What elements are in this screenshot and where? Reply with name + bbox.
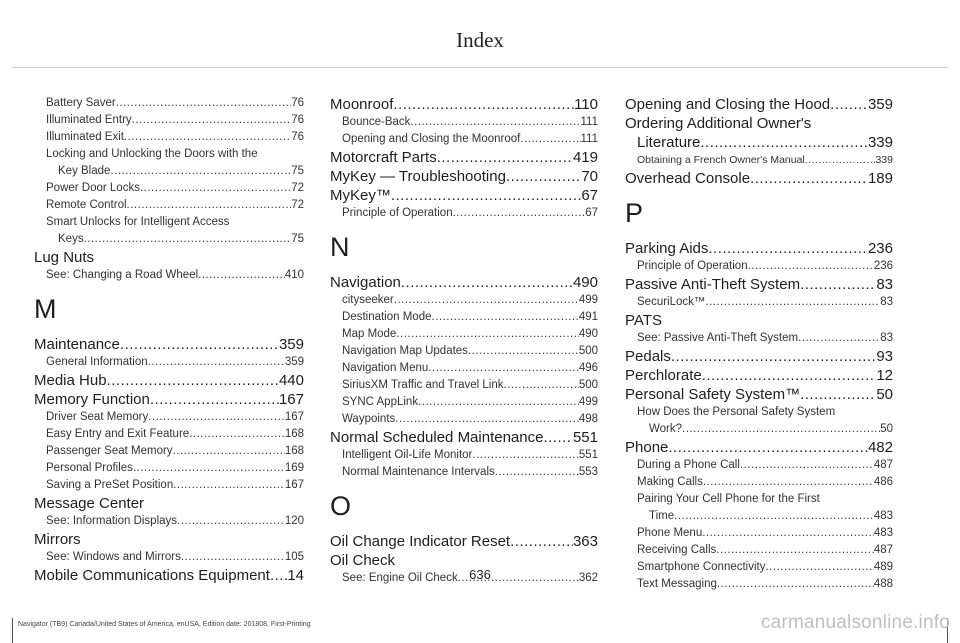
index-subentry[interactable]: See: Changing a Road Wheel ..... 410 [34,267,304,284]
index-heading-mirrors: Mirrors [34,531,81,548]
index-subentry[interactable]: Key Blade ..... 75 [34,163,304,180]
index-subentry[interactable]: Bounce-Back ..... 111 [330,114,598,131]
index-entry-normal-scheduled-maintenance[interactable]: Normal Scheduled Maintenance ..... 551 [330,428,598,447]
index-subentry[interactable]: Battery Saver ..... 76 [34,95,304,112]
index-subentry[interactable]: Driver Seat Memory ..... 167 [34,409,304,426]
index-subentry[interactable]: Illuminated Entry ..... 76 [34,112,304,129]
page-title: Index [456,28,504,52]
index-entry-parking-aids[interactable]: Parking Aids ..... 236 [625,239,893,258]
index-subentry-wrap: How Does the Personal Safety System [637,406,836,418]
index-subentry[interactable]: General Information ..... 359 [34,354,304,371]
index-subentry[interactable]: Easy Entry and Exit Feature ..... 168 [34,426,304,443]
index-entry-personal-safety-system[interactable]: Personal Safety System™ ..... 50 [625,385,893,404]
index-entry-moonroof[interactable]: Moonroof ..... 110 [330,95,598,114]
section-letter-m: M [34,294,57,324]
index-subentry[interactable]: Receiving Calls ..... 487 [625,542,893,559]
index-heading-lug-nuts: Lug Nuts [34,249,95,266]
crop-mark-left [12,618,13,643]
index-subentry[interactable]: Normal Maintenance Intervals ..... 553 [330,464,598,481]
index-subentry[interactable]: Intelligent Oil-Life Monitor ..... 551 [330,447,598,464]
index-subentry[interactable]: Illuminated Exit ..... 76 [34,129,304,146]
index-subentry[interactable]: See: Information Displays ..... 120 [34,513,304,530]
index-entry-motorcraft-parts[interactable]: Motorcraft Parts ..... 419 [330,148,598,167]
page-number: 636 [469,567,491,582]
index-subentry[interactable]: SiriusXM Traffic and Travel Link ..... 500 [330,377,598,394]
index-subentry[interactable]: See: Windows and Mirrors ..... 105 [34,549,304,566]
index-subentry[interactable]: Phone Menu ..... 483 [625,525,893,542]
index-subentry[interactable]: SecuriLock™ ..... 83 [625,294,893,311]
index-subentry[interactable]: Time ..... 483 [625,508,893,525]
index-column-2 [330,95,598,587]
index-entry-mykey-troubleshooting[interactable]: MyKey — Troubleshooting ..... 70 [330,167,598,186]
index-subentry[interactable]: Map Mode ..... 490 [330,326,598,343]
index-subentry[interactable]: Keys ..... 75 [34,231,304,248]
index-entry-mykey[interactable]: MyKey™ ..... 67 [330,186,598,205]
index-entry-ordering-literature[interactable]: Literature ..... 339 [625,133,893,152]
index-subentry[interactable]: Saving a PreSet Position ..... 167 [34,477,304,494]
index-subentry-wrap: Smart Unlocks for Intelligent Access [46,216,230,228]
index-subentry-wrap: Locking and Unlocking the Doors with the [46,148,258,160]
index-subentry[interactable]: Text Messaging ..... 488 [625,576,893,593]
index-subentry[interactable]: Principle of Operation ..... 236 [625,258,893,275]
index-subentry[interactable]: Work? ..... 50 [625,421,893,438]
index-heading-message-center: Message Center [34,495,145,512]
index-entry-passive-anti-theft[interactable]: Passive Anti-Theft System ..... 83 [625,275,893,294]
watermark: carmanualsonline.info [760,612,950,633]
index-subentry[interactable]: Obtaining a French Owner's Manual ..... 339 [625,152,893,169]
index-subentry[interactable]: SYNC AppLink ..... 499 [330,394,598,411]
index-subentry[interactable]: Opening and Closing the Moonroof ..... 111 [330,131,598,148]
index-subentry[interactable]: Navigation Menu ..... 496 [330,360,598,377]
index-entry-wrap: Ordering Additional Owner's [625,115,812,132]
index-entry-phone[interactable]: Phone ..... 482 [625,438,893,457]
index-heading-oil-check: Oil Check [330,552,396,569]
index-heading-pats: PATS [625,312,662,329]
index-subentry-wrap: Pairing Your Cell Phone for the First [637,493,820,505]
index-entry-perchlorate[interactable]: Perchlorate ..... 12 [625,366,893,385]
index-subentry[interactable]: During a Phone Call ..... 487 [625,457,893,474]
index-entry-opening-closing-hood[interactable]: Opening and Closing the Hood ..... 359 [625,95,893,114]
section-letter-n: N [330,232,350,262]
index-column-1 [34,95,304,585]
index-entry-overhead-console[interactable]: Overhead Console ..... 189 [625,169,893,188]
index-subentry[interactable]: Remote Control ..... 72 [34,197,304,214]
index-subentry[interactable]: cityseeker ..... 499 [330,292,598,309]
index-subentry[interactable]: Principle of Operation ..... 67 [330,205,598,222]
index-entry-pedals[interactable]: Pedals ..... 93 [625,347,893,366]
index-entry-maintenance[interactable]: Maintenance ..... 359 [34,335,304,354]
index-subentry[interactable]: Navigation Map Updates ..... 500 [330,343,598,360]
section-letter-o: O [330,491,352,521]
index-entry-memory-function[interactable]: Memory Function ..... 167 [34,390,304,409]
index-entry-oil-change-indicator-reset[interactable]: Oil Change Indicator Reset ..... 363 [330,532,598,551]
index-column-3 [625,95,893,593]
index-subentry[interactable]: See: Engine Oil Check ..... 362 [330,570,598,587]
index-subentry[interactable]: Smartphone Connectivity ..... 489 [625,559,893,576]
index-subentry[interactable]: Making Calls ..... 486 [625,474,893,491]
index-subentry[interactable]: Power Door Locks ..... 72 [34,180,304,197]
index-subentry[interactable]: See: Passive Anti-Theft System ..... 83 [625,330,893,347]
index-subentry[interactable]: Personal Profiles ..... 169 [34,460,304,477]
document-footer: Navigator (TB9) Canada/United States of America, enUSA, Edition date: 201808, First-Printing [18,621,311,628]
index-entry-navigation[interactable]: Navigation ..... 490 [330,273,598,292]
section-letter-p: P [625,198,644,228]
index-subentry[interactable]: Passenger Seat Memory ..... 168 [34,443,304,460]
index-entry-mobile-communications[interactable]: Mobile Communications Equipment ..... 14 [34,566,304,585]
index-subentry[interactable]: Waypoints ..... 498 [330,411,598,428]
header-divider [12,67,948,68]
index-subentry[interactable]: Destination Mode ..... 491 [330,309,598,326]
index-entry-media-hub[interactable]: Media Hub ..... 440 [34,371,304,390]
